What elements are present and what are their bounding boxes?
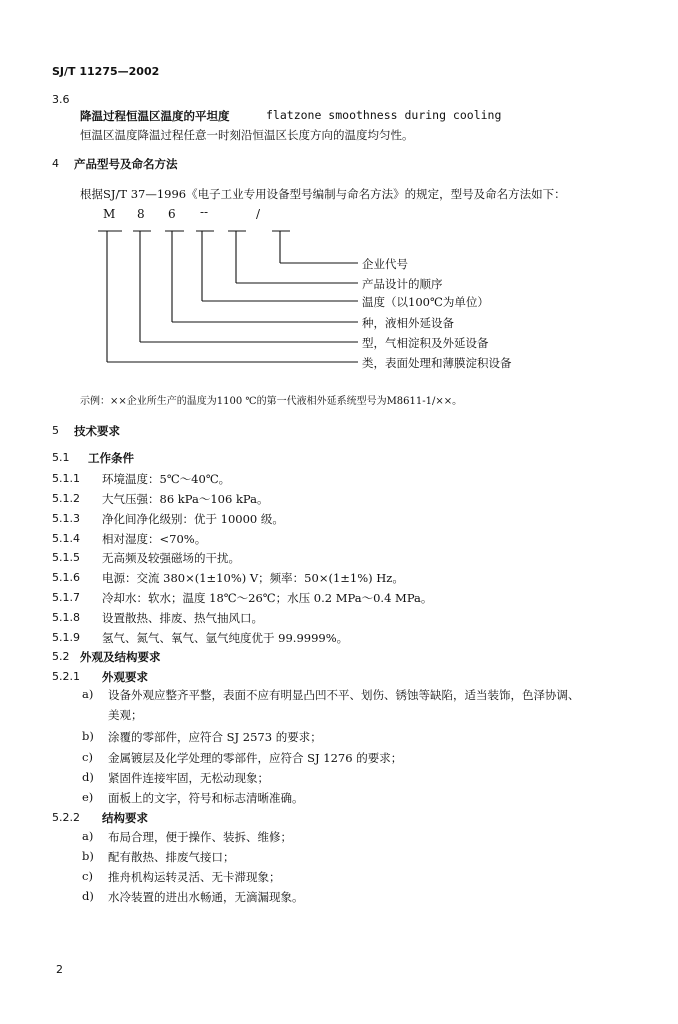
page-number: 2 [56, 963, 63, 976]
code-symbol-m: M [103, 207, 116, 221]
item-number: 5.1.8 [52, 611, 80, 624]
term-chinese: 降温过程恒温区温度的平坦度 [80, 109, 230, 123]
item-number: 5.1.6 [52, 571, 80, 584]
item-number: 5.1.1 [52, 472, 80, 485]
model-naming-diagram [0, 0, 678, 380]
list-letter: a) [82, 829, 94, 843]
label-type: 型，气相淀积及外延设备 [362, 336, 489, 350]
item-number: 5.1.5 [52, 551, 80, 564]
section-title-4: 产品型号及命名方法 [74, 157, 178, 171]
standard-number: SJ/T 11275—2002 [52, 65, 160, 78]
label-species: 种，液相外延设备 [362, 316, 454, 330]
list-item-text: 推舟机构运转灵活、无卡滞现象； [108, 870, 281, 884]
item-text: 无高频及较强磁场的干扰。 [102, 551, 240, 565]
section-number-5-2-2: 5.2.2 [52, 811, 80, 824]
list-item-text: 涂覆的零部件，应符合 SJ 2573 的要求； [108, 730, 322, 744]
item-text: 氢气、氮气、氧气、氩气纯度优于 99.9999%。 [102, 631, 349, 645]
code-symbol-6: 6 [168, 207, 176, 221]
section-number-5-1: 5.1 [52, 451, 70, 464]
code-symbol-slash: / [256, 207, 261, 221]
item-text: 相对湿度：<70%。 [102, 532, 207, 546]
list-letter: b) [82, 729, 94, 743]
section-number-5-2-1: 5.2.1 [52, 670, 80, 683]
list-item-text: 设备外观应整齐平整，表面不应有明显凸凹不平、划伤、锈蚀等缺陷，适当装饰，色泽协调、 [108, 688, 580, 702]
list-item-text: 面板上的文字，符号和标志清晰准确。 [108, 791, 304, 805]
term-english: flatzone smoothness during cooling [266, 108, 502, 122]
section-title-5-2-2: 结构要求 [102, 811, 148, 825]
list-item-text: 金属镀层及化学处理的零部件，应符合 SJ 1276 的要求； [108, 751, 403, 765]
item-number: 5.1.9 [52, 631, 80, 644]
item-text: 净化间净化级别：优于 10000 级。 [102, 512, 284, 526]
item-text: 冷却水：软水；温度 18℃～26℃；水压 0.2 MPa～0.4 MPa。 [102, 591, 433, 605]
section-title-5-1: 工作条件 [88, 451, 134, 465]
section-number-5-2: 5.2 [52, 650, 70, 663]
list-letter: d) [82, 770, 94, 784]
section-number-4: 4 [52, 157, 59, 170]
section-title-5-2-1: 外观要求 [102, 670, 148, 684]
label-class: 类，表面处理和薄膜淀积设备 [362, 356, 512, 370]
list-item-text: 美观； [108, 708, 143, 722]
section-title-5-2: 外观及结构要求 [80, 650, 161, 664]
list-item-text: 紧固件连接牢固，无松动现象； [108, 771, 269, 785]
list-letter: c) [82, 750, 93, 764]
item-text: 大气压强：86 kPa～106 kPa。 [102, 492, 269, 506]
list-letter: b) [82, 849, 94, 863]
list-item-text: 水冷装置的进出水畅通，无滴漏现象。 [108, 890, 304, 904]
list-letter: c) [82, 869, 93, 883]
list-letter: d) [82, 889, 94, 903]
list-letter: a) [82, 687, 94, 701]
term-definition: 恒温区温度降温过程任意一时刻沿恒温区长度方向的温度均匀性。 [80, 128, 414, 142]
code-symbol-8: 8 [137, 207, 145, 221]
code-symbol-dash: -- [200, 205, 209, 219]
item-text: 设置散热、排废、热气抽风口。 [102, 611, 263, 625]
label-temperature: 温度（以100℃为单位） [362, 295, 489, 309]
list-item-text: 配有散热、排废气接口； [108, 850, 235, 864]
section-number-5: 5 [52, 424, 59, 437]
list-item-text: 布局合理，便于操作、装拆、维修； [108, 830, 292, 844]
label-enterprise-code: 企业代号 [362, 257, 408, 271]
naming-example: 示例：××企业所生产的温度为1100 ℃的第一代液相外延系统型号为M8611-1/××。 [80, 396, 463, 407]
item-number: 5.1.2 [52, 492, 80, 505]
naming-intro: 根据SJ/T 37—1996《电子工业专用设备型号编制与命名方法》的规定，型号及命名方法如下： [80, 187, 566, 201]
item-number: 5.1.7 [52, 591, 80, 604]
section-number-3-6: 3.6 [52, 93, 70, 106]
item-number: 5.1.4 [52, 532, 80, 545]
label-design-sequence: 产品设计的顺序 [362, 277, 443, 291]
section-title-5: 技术要求 [74, 424, 120, 438]
item-number: 5.1.3 [52, 512, 80, 525]
list-letter: e) [82, 790, 94, 804]
item-text: 环境温度：5℃～40℃。 [102, 472, 231, 486]
item-text: 电源：交流 380×(1±10%) V；频率：50×(1±1%) Hz。 [102, 571, 404, 585]
